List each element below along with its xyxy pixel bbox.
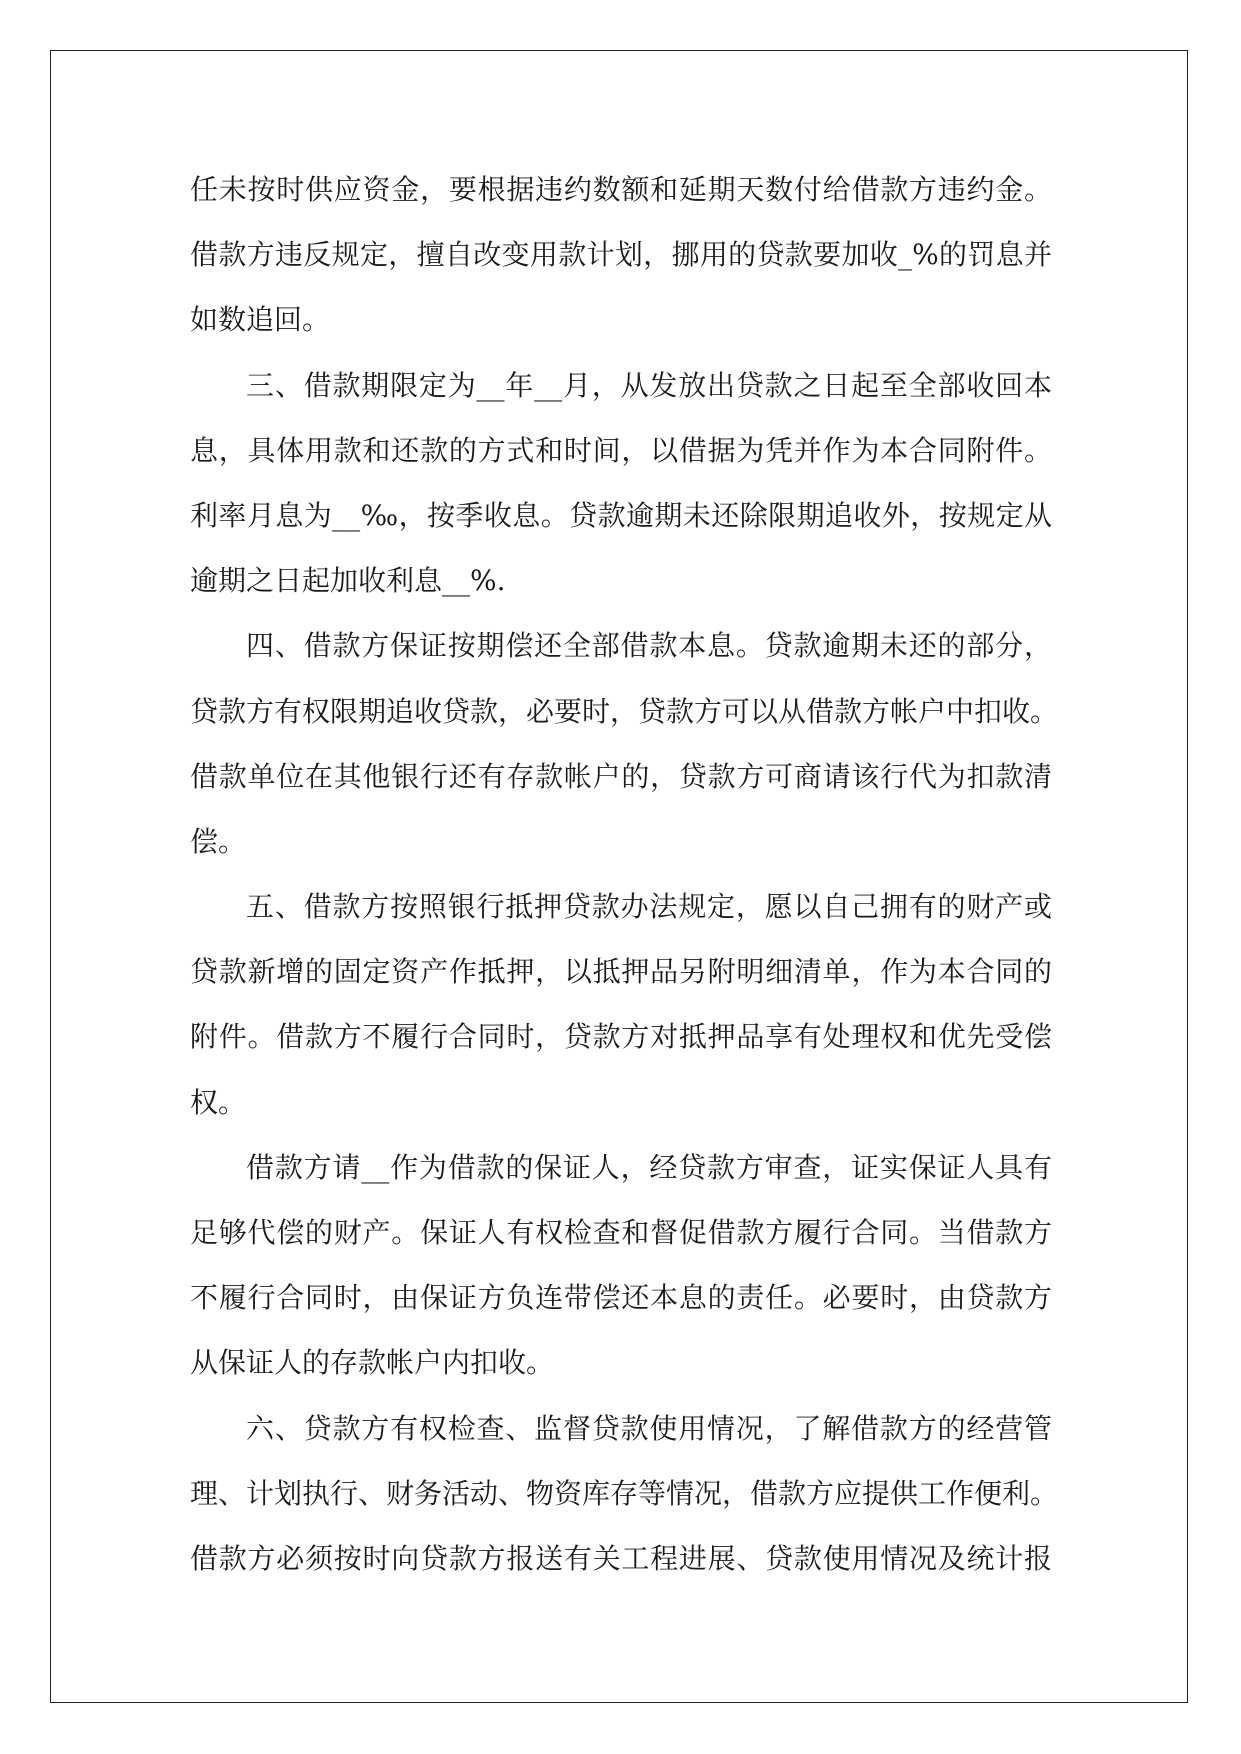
text-line: 五、借款方按照银行抵押贷款办法规定，愿以自己拥有的财产或: [246, 890, 1052, 924]
text-line: 从保证人的存款帐户内扣收。: [190, 1346, 555, 1380]
text-line: 六、贷款方有权检查、监督贷款使用情况，了解借款方的经营管: [246, 1411, 1052, 1445]
text-line: 逾期之日起加收利息__%.: [190, 564, 506, 598]
text-line: 足够代偿的财产。保证人有权检查和督促借款方履行合同。当借款方: [190, 1216, 1052, 1249]
text-line: 借款方请__作为借款的保证人，经贷款方审查，证实保证人具有: [246, 1150, 1052, 1184]
text-line: 借款方违反规定，擅自改变用款计划，挪用的贷款要加收_%的罚息并: [190, 238, 1052, 272]
text-line: 任未按时供应资金，要根据违约数额和延期天数付给借款方违约金。: [190, 173, 1052, 206]
text-line: 附件。借款方不履行合同时，贷款方对抵押品享有处理权和优先受偿: [190, 1020, 1052, 1054]
text-line: 息，具体用款和还款的方式和时间，以借据为凭并作为本合同附件。: [190, 433, 1052, 467]
text-line: 贷款方有权限期追收贷款，必要时，贷款方可以从借款方帐户中扣收。: [190, 694, 1059, 728]
text-line: 利率月息为__‰，按季收息。贷款逾期未还除限期追收外，按规定从: [190, 498, 1052, 532]
text-line: 借款单位在其他银行还有存款帐户的，贷款方可商请该行代为扣款清: [190, 759, 1052, 793]
text-line: 借款方必须按时向贷款方报送有关工程进展、贷款使用情况及统计报: [190, 1541, 1052, 1575]
text-line: 四、借款方保证按期偿还全部借款本息。贷款逾期未还的部分，: [246, 629, 1052, 663]
text-line: 三、借款期限定为__年__月，从发放出贷款之日起至全部收回本: [246, 368, 1052, 402]
text-line: 如数追回。: [190, 303, 331, 337]
text-line: 不履行合同时，由保证方负连带偿还本息的责任。必要时，由贷款方: [190, 1281, 1052, 1315]
text-line: 偿。: [190, 824, 247, 858]
document-body: [190, 157, 1059, 1591]
text-line: 贷款新增的固定资产作抵押，以抵押品另附明细清单，作为本合同的: [190, 955, 1052, 989]
text-line: 权。: [190, 1085, 247, 1119]
text-line: 理、计划执行、财务活动、物资库存等情况，借款方应提供工作便利。: [190, 1476, 1059, 1510]
